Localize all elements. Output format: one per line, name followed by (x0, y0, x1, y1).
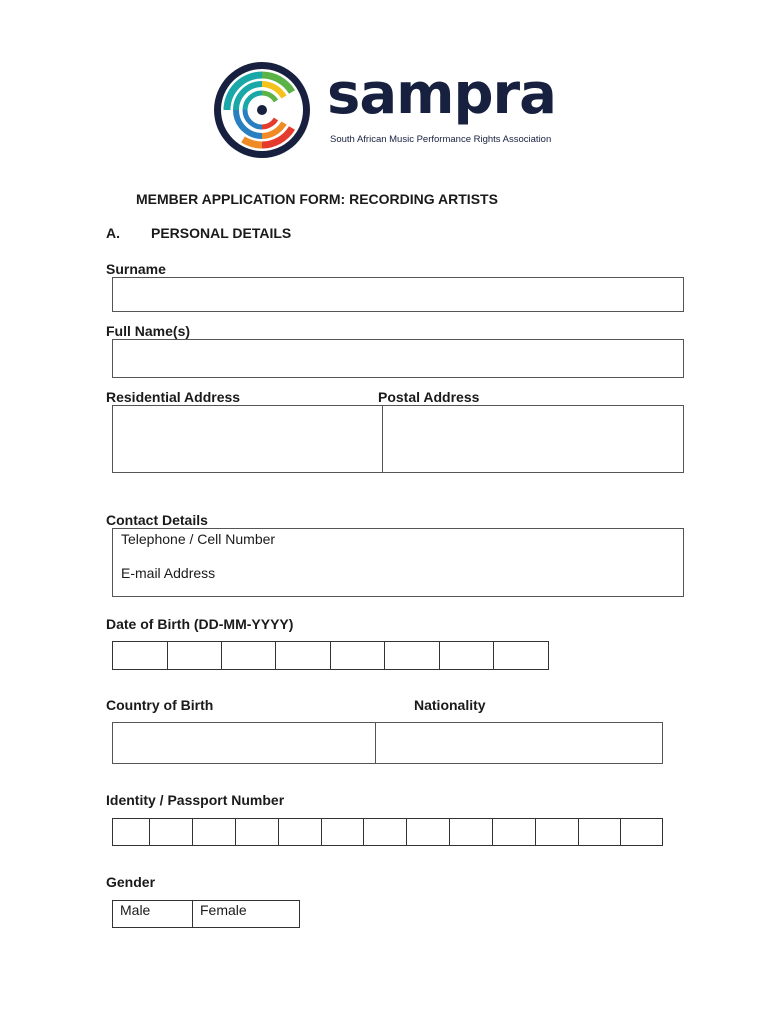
gender-label: Gender (106, 874, 156, 890)
id-digit-box[interactable] (278, 818, 322, 846)
id-passport-label: Identity / Passport Number (106, 792, 285, 808)
telephone-label[interactable]: Telephone / Cell Number (121, 531, 276, 547)
surname-label: Surname (106, 261, 166, 277)
id-passport-boxes (112, 818, 663, 846)
email-label[interactable]: E-mail Address (121, 565, 216, 581)
dob-digit-box[interactable] (221, 641, 276, 670)
nationality-label: Nationality (414, 697, 486, 713)
dob-digit-box[interactable] (384, 641, 440, 670)
id-digit-box[interactable] (535, 818, 579, 846)
id-digit-box[interactable] (406, 818, 450, 846)
gender-options (112, 900, 300, 928)
id-digit-box[interactable] (235, 818, 279, 846)
dob-label: Date of Birth (DD-MM-YYYY) (106, 616, 294, 632)
id-digit-box[interactable] (192, 818, 236, 846)
gender-female-option[interactable] (192, 900, 300, 928)
id-digit-box[interactable] (149, 818, 193, 846)
postal-address-label: Postal Address (378, 389, 480, 405)
sampra-logo (212, 60, 562, 160)
id-digit-box[interactable] (492, 818, 536, 846)
section-title: PERSONAL DETAILS (151, 225, 292, 241)
gender-female-text: Female (200, 902, 247, 918)
dob-digit-box[interactable] (167, 641, 222, 670)
country-of-birth-field[interactable] (112, 722, 376, 764)
id-digit-box[interactable] (363, 818, 407, 846)
dob-digit-box[interactable] (493, 641, 549, 670)
residential-address-label: Residential Address (106, 389, 241, 405)
sampra-wordmark: sampra (327, 62, 556, 127)
id-digit-box[interactable] (620, 818, 663, 846)
full-names-field[interactable] (112, 339, 684, 378)
dob-digit-box[interactable] (275, 641, 331, 670)
surname-field[interactable] (112, 277, 684, 312)
sampra-tagline: South African Music Performance Rights Association (330, 134, 552, 145)
postal-address-field[interactable] (382, 405, 684, 473)
gender-male-option[interactable] (112, 900, 193, 928)
country-of-birth-label: Country of Birth (106, 697, 214, 713)
dob-digit-box[interactable] (330, 641, 385, 670)
section-letter: A. (106, 225, 120, 241)
id-digit-box[interactable] (578, 818, 621, 846)
full-names-label: Full Name(s) (106, 323, 191, 339)
dob-boxes (112, 641, 549, 670)
contact-details-box (112, 528, 684, 597)
id-digit-box[interactable] (112, 818, 150, 846)
id-digit-box[interactable] (449, 818, 493, 846)
nationality-field[interactable] (375, 722, 663, 764)
dob-digit-box[interactable] (112, 641, 168, 670)
gender-male-text: Male (120, 902, 151, 918)
residential-address-field[interactable] (112, 405, 383, 473)
id-digit-box[interactable] (321, 818, 364, 846)
sampra-logo-mark (212, 60, 312, 160)
contact-details-label: Contact Details (106, 512, 208, 528)
dob-digit-box[interactable] (439, 641, 494, 670)
form-title: MEMBER APPLICATION FORM: RECORDING ARTISTS (136, 191, 498, 207)
